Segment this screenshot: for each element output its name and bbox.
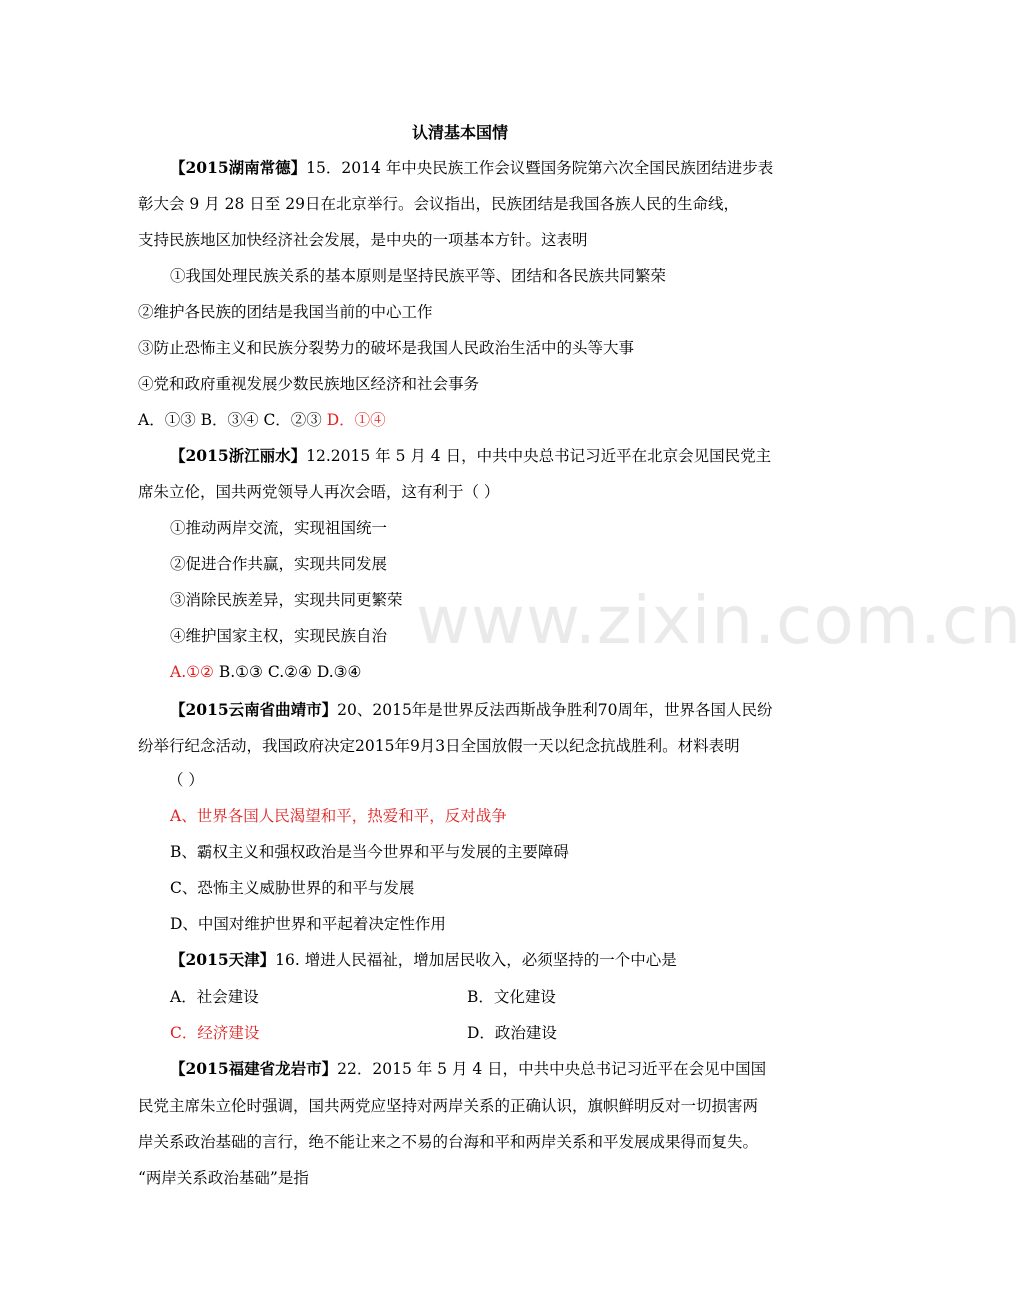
q1-source-tag: 【2015湖南常德】 — [170, 158, 307, 177]
q3-stem-line-1 — [170, 700, 773, 720]
q1-answer: D．①④ — [326, 411, 386, 429]
q3-stem-line-2: 纷举行纪念活动，我国政府决定2015年9月3日全国放假一天以纪念抗战胜利。材料表明 — [138, 737, 740, 755]
q1-choices-plain: A．①③ B．③④ C．②③ — [138, 411, 327, 429]
q5-stem-line-2: 民党主席朱立伦时强调，国共两党应坚持对两岸关系的正确认识，旗帜鲜明反对一切损害两 — [138, 1097, 759, 1115]
q5-stem-line-4: “两岸关系政治基础”是指 — [138, 1169, 309, 1187]
q4-option-d: D．政治建设 — [467, 1024, 557, 1042]
page-title: 认清基本国情 — [411, 123, 508, 142]
q3-option-c: C、恐怖主义威胁世界的和平与发展 — [170, 879, 415, 897]
q5-stem-line-1 — [170, 1059, 766, 1079]
q2-option-3: ③消除民族差异，实现共同更繁荣 — [170, 591, 403, 609]
q3-option-b: B、霸权主义和强权政治是当今世界和平与发展的主要障碍 — [170, 843, 569, 861]
q1-stem-text-1: 15．2014 年中央民族工作会议暨国务院第六次全国民族团结进步表 — [306, 159, 774, 177]
q3-source-tag: 【2015云南省曲靖市】 — [170, 700, 338, 719]
q2-stem-line-1 — [170, 446, 771, 466]
q2-stem-line-2: 席朱立伦，国共两党领导人再次会晤，这有利于（ ） — [138, 483, 500, 501]
q2-answer: A.①② — [170, 663, 214, 681]
q5-stem-text-1: 22．2015 年 5 月 4 日，中共中央总书记习近平在会见中国国 — [337, 1060, 767, 1078]
watermark: www.zixin.com.cn — [416, 582, 1022, 659]
q2-choices — [170, 662, 361, 682]
q1-option-4: ④党和政府重视发展少数民族地区经济和社会事务 — [138, 375, 480, 393]
q2-stem-text-1: 12.2015 年 5 月 4 日，中共中央总书记习近平在北京会见国民党主 — [306, 447, 772, 465]
q1-stem-line-1 — [170, 158, 773, 178]
q3-option-d: D、中国对维护世界和平起着决定性作用 — [170, 915, 446, 933]
q4-option-a: A．社会建设 — [170, 988, 259, 1006]
q4-option-c-answer: C．经济建设 — [170, 1024, 260, 1042]
q1-option-2: ②维护各民族的团结是我国当前的中心工作 — [138, 303, 433, 321]
q4-stem — [170, 950, 677, 970]
q3-stem-text-1: 20、2015年是世界反法西斯战争胜利70周年，世界各国人民纷 — [337, 701, 773, 719]
q5-stem-line-3: 岸关系政治基础的言行，绝不能让来之不易的台海和平和两岸关系和平发展成果得而复失。 — [138, 1133, 759, 1151]
q2-option-2: ②促进合作共赢，实现共同发展 — [170, 555, 388, 573]
q2-option-1: ①推动两岸交流，实现祖国统一 — [170, 519, 388, 537]
q5-source-tag: 【2015福建省龙岩市】 — [170, 1059, 338, 1078]
q1-option-1: ①我国处理民族关系的基本原则是坚持民族平等、团结和各民族共同繁荣 — [170, 267, 667, 285]
q1-stem-line-2: 彰大会 9 月 28 日至 29日在北京举行。会议指出，民族团结是我国各族人民的生命线， — [138, 195, 739, 213]
q2-source-tag: 【2015浙江丽水】 — [170, 446, 307, 465]
q2-option-4: ④维护国家主权，实现民族自治 — [170, 627, 388, 645]
q4-option-b: B．文化建设 — [467, 988, 556, 1006]
q2-choices-plain: B.①③ C.②④ D.③④ — [213, 663, 362, 681]
q1-option-3: ③防止恐怖主义和民族分裂势力的破坏是我国人民政治生活中的头等大事 — [138, 339, 635, 357]
q4-stem-text: 16. 增进人民福祉，增加居民收入，必须坚持的一个中心是 — [275, 951, 677, 969]
q1-choices — [138, 410, 386, 430]
q3-stem-line-3: （ ） — [168, 771, 204, 789]
q1-stem-line-3: 支持民族地区加快经济社会发展，是中央的一项基本方针。这表明 — [138, 231, 588, 249]
q4-source-tag: 【2015天津】 — [170, 950, 276, 969]
q3-option-a-answer: A、世界各国人民渴望和平，热爱和平，反对战争 — [170, 807, 507, 825]
